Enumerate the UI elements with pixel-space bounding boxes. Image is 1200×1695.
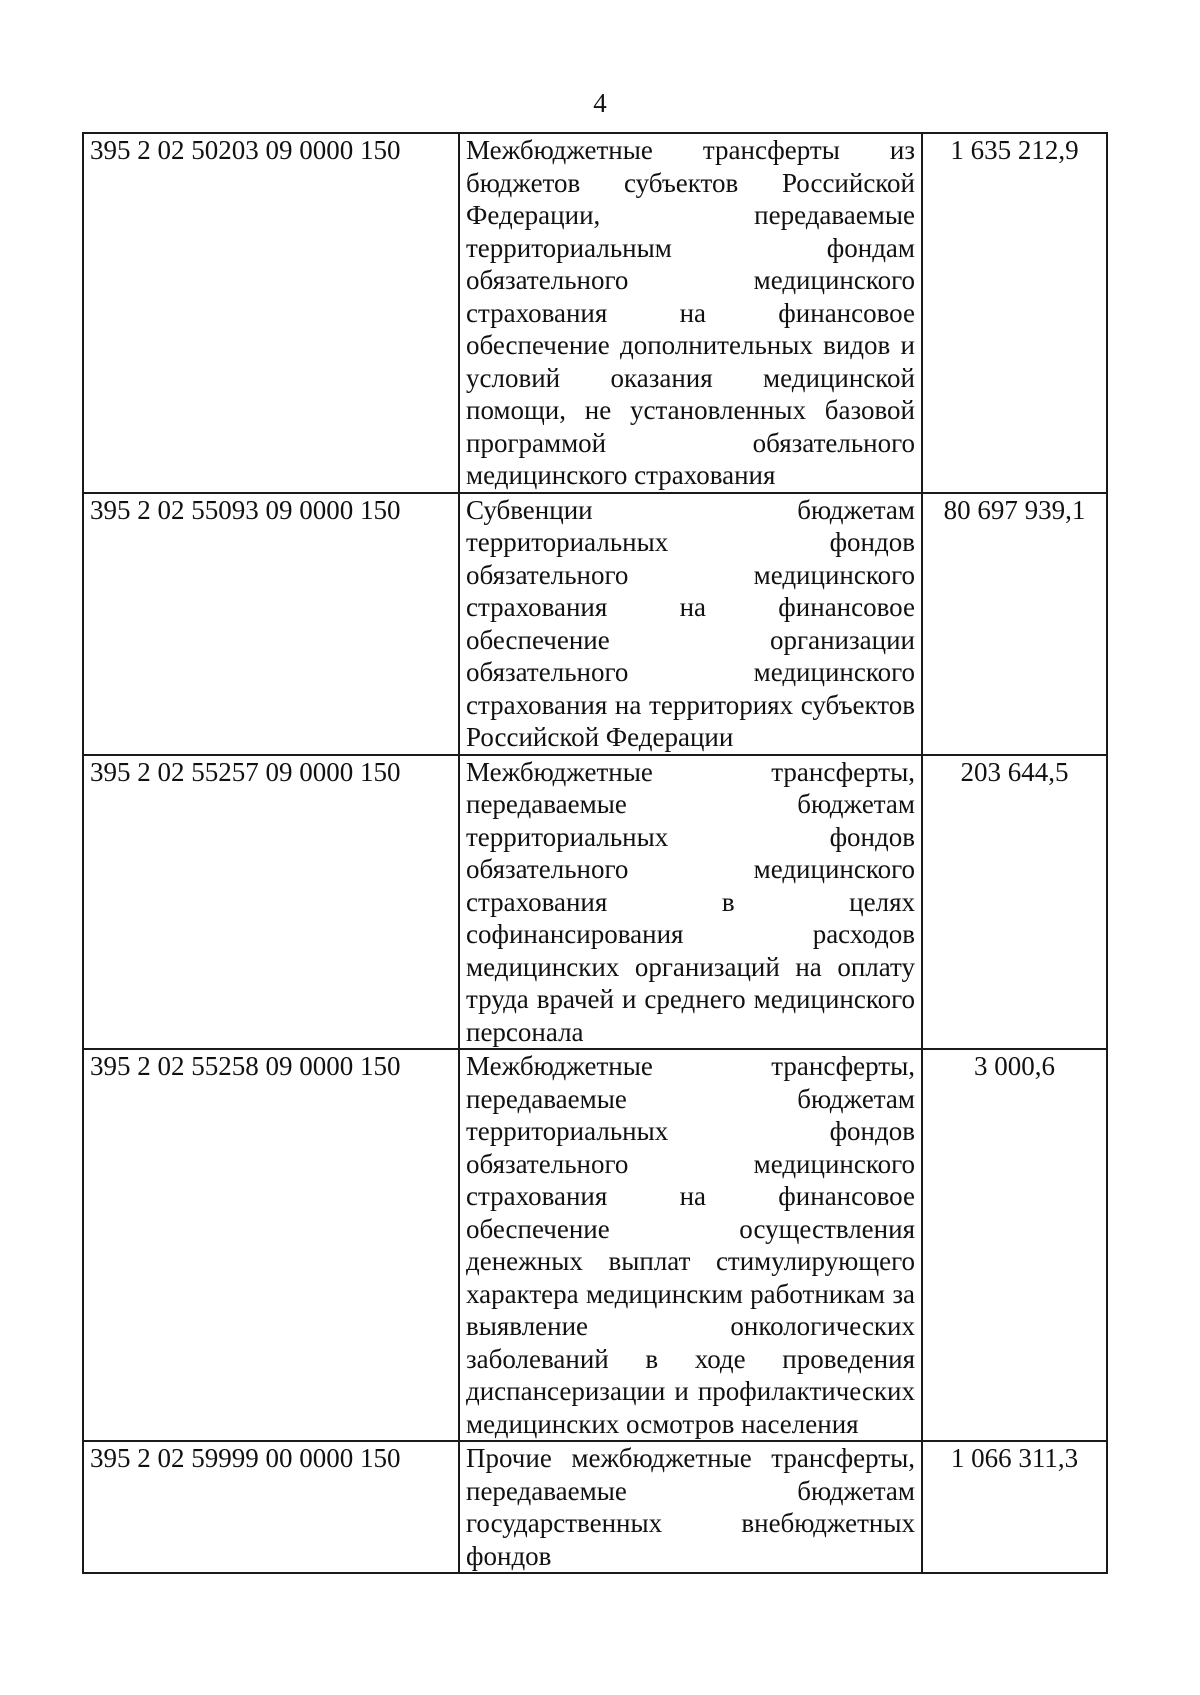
revenue-description: Субвенции бюджетам территориальных фондов обязательного медицинского страхования на финансовое обеспечение организации обязательного медицинского страхования на территориях субъектов Российской Федерации — [459, 493, 922, 755]
revenue-description: Межбюджетные трансферты из бюджетов субъектов Российской Федерации, передаваемые территориальным фондам обязательного медицинского страхования на финансовое обеспечение дополнительных видов и условий оказания медицинской помощи, не установленных базовой программой обязательного медицинского страхования — [459, 133, 922, 493]
budget-classification-code: 395 2 02 50203 09 0000 150 — [83, 133, 459, 493]
revenue-description: Прочие межбюджетные трансферты, передаваемые бюджетам государственных внебюджетных фондов — [459, 1441, 922, 1573]
budget-classification-code: 395 2 02 55093 09 0000 150 — [83, 493, 459, 755]
revenue-description: Межбюджетные трансферты, передаваемые бюджетам территориальных фондов обязательного медицинского страхования в целях софинансирования расходов медицинских организаций на оплату труда врачей и среднего медицинского персонала — [459, 755, 922, 1050]
amount-value: 203 644,5 — [922, 755, 1107, 1050]
table-row — [83, 1049, 1107, 1441]
table-row — [83, 493, 1107, 755]
amount-value: 1 066 311,3 — [922, 1441, 1107, 1573]
budget-classification-code: 395 2 02 55257 09 0000 150 — [83, 755, 459, 1050]
table-row — [83, 755, 1107, 1050]
amount-value: 3 000,6 — [922, 1049, 1107, 1441]
amount-value: 80 697 939,1 — [922, 493, 1107, 755]
budget-revenue-table — [82, 132, 1108, 1574]
amount-value: 1 635 212,9 — [922, 133, 1107, 493]
table-row — [83, 133, 1107, 493]
table-row — [83, 1441, 1107, 1573]
budget-classification-code: 395 2 02 55258 09 0000 150 — [83, 1049, 459, 1441]
budget-classification-code: 395 2 02 59999 00 0000 150 — [83, 1441, 459, 1573]
page-number: 4 — [593, 88, 607, 118]
revenue-description: Межбюджетные трансферты, передаваемые бюджетам территориальных фондов обязательного медицинского страхования на финансовое обеспечение осуществления денежных выплат стимулирующего характера медицинским работникам за выявление онкологических заболеваний в ходе проведения диспансеризации и профилактических медицинских осмотров населения — [459, 1049, 922, 1441]
